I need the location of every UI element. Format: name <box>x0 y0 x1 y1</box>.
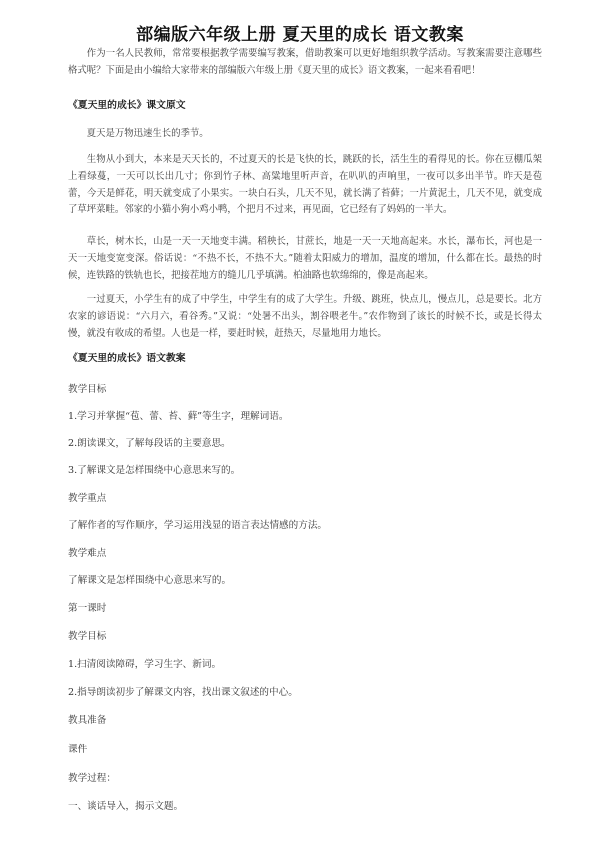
text-paragraph-1: 夏天是万物迅速生长的季节。 <box>86 128 209 139</box>
plan-line: 2.朗读课文，了解每段话的主要意思。 <box>68 438 231 449</box>
plan-line: 1.学习并掌握“苞、蕾、苔、藓”等生字，理解词语。 <box>68 411 289 422</box>
plan-line: 教学目标 <box>68 384 107 395</box>
plan-line: 教学重点 <box>68 493 107 504</box>
intro-paragraph: 作为一名人民教师，常常要根据教学需要编写教案，借助教案可以更好地组织教学活动。写教案需要注意哪些格式呢？下面是由小编给大家带来的部编版六年级上册《夏天里的成长》语文教案，一起来看看吧！ <box>68 48 542 76</box>
plan-line: 2.指导朗读初步了解课文内容，找出课文叙述的中心。 <box>68 687 298 698</box>
plan-line: 第一课时 <box>68 603 107 614</box>
text-paragraph-4: 一过夏天，小学生有的成了中学生，中学生有的成了大学生。升级、跳班，快点儿，慢点儿，总是要长。北方农家的谚语说：“六月六，看谷秀。”又说：“处暑不出头，割谷喂老牛。”农作物到了该长的时候不长，或是长得太慢，就没有收成的希望。人也是一样，要赶时候，赶热天，尽量地用力地长。 <box>68 294 542 339</box>
plan-line: 了解作者的写作顺序，学习运用浅显的语言表达情感的方法。 <box>68 520 328 531</box>
plan-line: 了解课文是怎样围绕中心意思来写的。 <box>68 575 232 586</box>
plan-line: 教学难点 <box>68 548 107 559</box>
plan-line: 教学目标 <box>68 631 107 642</box>
plan-line: 教学过程： <box>68 773 116 784</box>
plan-line: 课件 <box>68 744 88 755</box>
document-title: 部编版六年级上册 夏天里的成长 语文教案 <box>136 25 464 45</box>
text-paragraph-2: 生物从小到大，本来是天天长的，不过夏天的长是飞快的长，跳跃的长，活生生的看得见的长。你在豆棚瓜架上看绿蔓，一天可以长出几寸；你到竹子林、高粱地里听声音，在叭叭的声响里，一夜可以多出半节。昨天是苞蕾，今天是鲜花，明天就变成了小果实。一块白石头，几天不见，就长满了苔藓；一片黄泥土，几天不见，就变成了草坪菜畦。邻家的小猫小狗小鸡小鸭，个把月不过来，再见面，它已经有了妈妈的一半大。 <box>68 154 542 216</box>
plan-line: 1.扫清阅读障碍，学习生字、新词。 <box>68 659 222 670</box>
plan-line: 一、谈话导入，揭示文题。 <box>68 801 184 812</box>
plan-line: 教具准备 <box>68 715 107 726</box>
lesson-plan-heading: 《夏天里的成长》语文教案 <box>68 353 186 364</box>
plan-line: 3.了解课文是怎样围绕中心意思来写的。 <box>68 465 241 476</box>
text-paragraph-3: 草长，树木长，山是一天一天地变丰满。稻秧长，甘蔗长，地是一天一天地高起来。水长，瀑布长，河也是一天一天地变宽变深。俗话说：“不热不长，不热不大。”随着太阳威力的增加，温度的增加，什么都在长。最热的时候，连铁路的铁轨也长，把接茬地方的缝儿几乎填满。柏油路也软绵绵的，像是高起来。 <box>68 236 542 281</box>
original-text-heading: 《夏天里的成长》课文原文 <box>68 100 186 111</box>
